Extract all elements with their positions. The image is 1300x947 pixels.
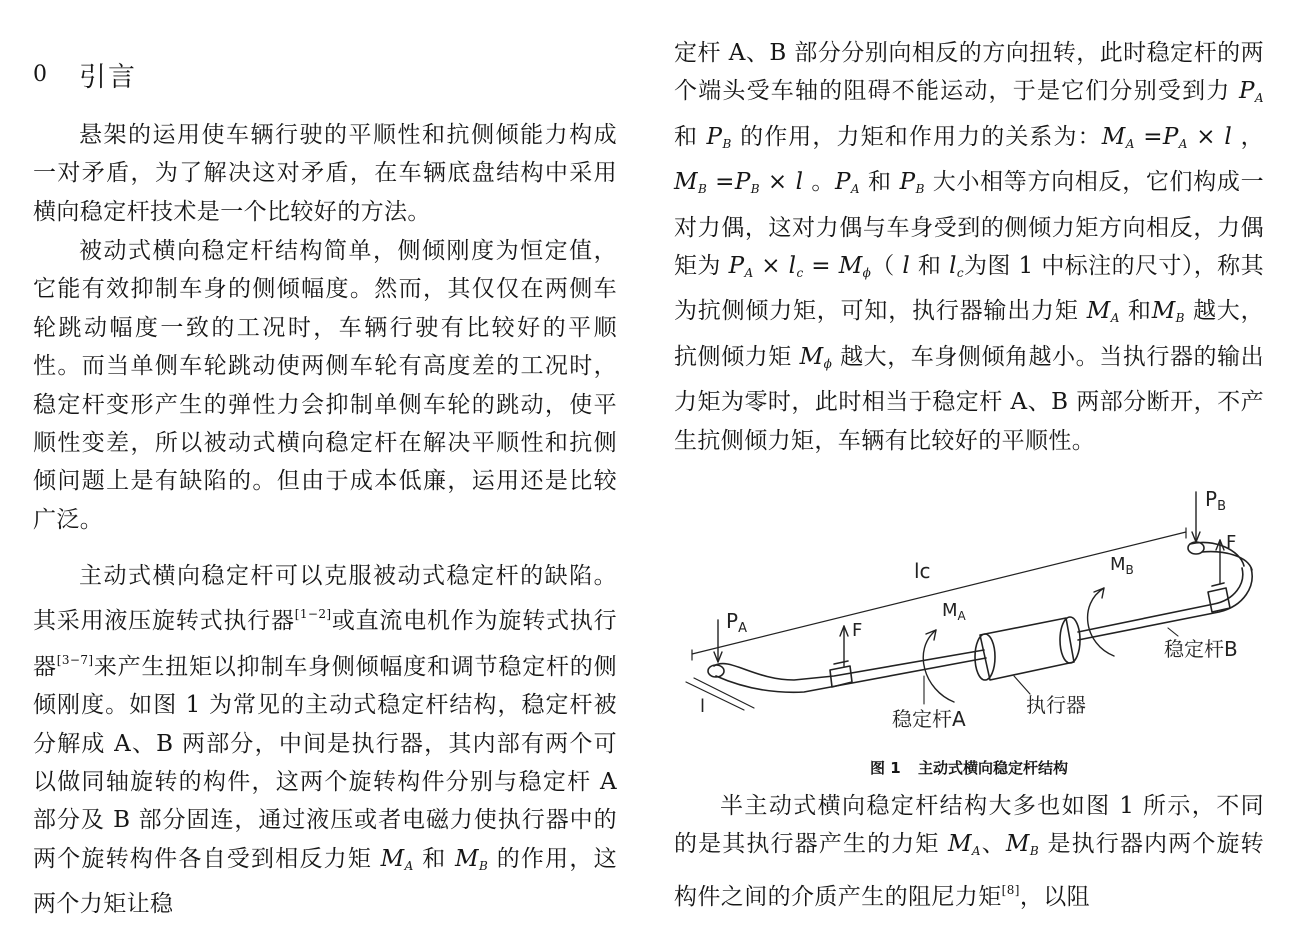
torque-arc-ma xyxy=(923,630,954,702)
paragraph-semi-active: 半主动式横向稳定杆结构大多也如图 1 所示，不同的是其执行器产生的力矩 $M_A$、$M_B$ 是执行器内两个旋转构件之间的介质产生的阻尼力矩[8]，以阻 xyxy=(674,793,1264,910)
paragraph-passive-bar: 被动式横向稳定杆结构简单，侧倾刚度为恒定值，它能有效抑制车身的侧倾幅度。然而，其仅仅在两侧车轮跳动幅度一致的工况时，车辆行驶有比较好的平顺性。而当单侧车轮跳动使两侧车轮有高度差的工况时，稳定杆变形产生的弹性力会抑制单侧车轮的跳动，使平顺性变差，所以被动式横向稳定杆在解决平顺性和抗侧倾问题上是有缺陷的。但由于成本低廉，运用还是比较广泛。 xyxy=(33,238,617,533)
label-mb: $M_B$ xyxy=(1110,554,1134,577)
section-heading xyxy=(33,54,137,94)
label-f-left: F xyxy=(852,620,863,641)
math-lc: $l_c$ xyxy=(949,253,964,281)
label-pa: $P_A$ xyxy=(726,609,747,636)
citation-ref: [3−7] xyxy=(56,652,94,667)
paragraph-torque-relation: 定杆 A、B 部分分别向相反的方向扭转，此时稳定杆的两个端头受车轴的阻碍不能运动，于是它们分别受到力 $P_A$ 和 $P_B$ 的作用，力矩和作用力的关系为：$M_A =P_A \times l$ ，$M_B =P_B \times l$ 。$P_A$ 和 $P_B$ 大小相等方向相反，它们构成一对力偶，这对力偶与车身受到的侧倾力矩方向相反，力偶矩为 $P_A \times l_c = M_\phi$（ l 和 $l_c$为图 1 中标注的尺寸），称其为抗侧倾力矩，可知，执行器输出力矩 $M_A$ 和$M_B$ 越大，抗侧倾力矩 $M_\phi$ 越大，车身侧倾角越小。当执行器的输出力矩为零时，此时相当于稳定杆 A、B 两部分断开，不产生抗侧倾力矩，车辆有比较好的平顺性。 xyxy=(674,40,1264,454)
math-mb: $M_B$ xyxy=(1005,831,1040,859)
math-pa: $P_A$ xyxy=(1239,78,1264,106)
paragraph-intro: 悬架的运用使车辆行驶的平顺性和抗侧倾能力构成一对矛盾，为了解决这对矛盾，在车辆底盘结构中采用横向稳定杆技术是一个比较好的方法。 xyxy=(33,122,617,225)
figure-caption xyxy=(674,757,1264,778)
bar-a-outline-top xyxy=(714,650,984,680)
label-actuator: 执行器 xyxy=(1026,693,1086,717)
citation-ref: [8] xyxy=(1001,882,1020,897)
math-mb: $M_B$ xyxy=(1151,298,1185,326)
dimension-l xyxy=(686,682,744,710)
equation-couple: $P_A \times l_c = M_\phi$ xyxy=(728,253,872,281)
stabilizer-drawing xyxy=(674,480,1264,750)
math-mphi: $M_\phi$ xyxy=(799,343,833,371)
math-pb: $P_B$ xyxy=(899,169,925,197)
label-bar-b: 稳定杆B xyxy=(1164,637,1238,661)
label-lc: lc xyxy=(914,559,931,583)
bar-b-outline-top xyxy=(1078,568,1243,632)
dimension-lc xyxy=(692,532,1186,654)
bushing-b xyxy=(1208,583,1230,612)
label-ma: $M_A$ xyxy=(942,600,966,623)
label-bar-a: 稳定杆A xyxy=(892,707,966,731)
bar-b-upper-curve xyxy=(1190,542,1252,570)
math-ma: $M_A$ xyxy=(947,831,981,859)
math-mb: $M_B$ xyxy=(455,845,489,873)
paragraph-active-bar: 主动式横向稳定杆可以克服被动式稳定杆的缺陷。其采用液压旋转式执行器[1−2]或直流电机作为旋转式执行器[3−7]来产生扭矩以抑制车身侧倾幅度和调节稳定杆的侧倾刚度。如图 1 为常见的主动式稳定杆结构，稳定杆被分解成 A、B 两部分，中间是执行器，其内部有两个可以做同轴旋转的构件，这两个旋转构件分别与稳定杆 A 部分及 B 部分固连，通过液压或者电磁力使执行器中的两个旋转构件各自受到相反力矩 $M_A$ 和 $M_B$ 的作用，这两个力矩让稳 xyxy=(33,563,617,918)
math-pb: $P_B$ xyxy=(706,123,732,151)
equation-mb: $M_B =P_B \times l$ xyxy=(674,169,804,197)
math-ma: $M_A$ xyxy=(1086,298,1120,326)
math-l: l xyxy=(902,253,911,280)
citation-ref: [1−2] xyxy=(294,607,332,622)
leader-bar-b xyxy=(1168,628,1178,636)
torque-arc-mb xyxy=(1088,588,1114,656)
figure-active-stabilizer xyxy=(674,480,1264,750)
label-f-right: F xyxy=(1226,532,1237,553)
math-ma: $M_A$ xyxy=(380,845,414,873)
section-number: 0 xyxy=(33,61,47,87)
label-l: l xyxy=(700,696,706,717)
bar-a-end-eye xyxy=(708,665,724,677)
figure-title: 主动式横向稳定杆结构 xyxy=(917,759,1068,777)
math-pa: $P_A$ xyxy=(835,169,860,197)
bar-b-outline-bottom xyxy=(1078,568,1252,640)
section-title: 引言 xyxy=(79,61,137,93)
label-pb: $P_B$ xyxy=(1205,487,1226,514)
leader-actuator xyxy=(1014,676,1030,694)
equation-ma: $M_A =P_A \times l$ xyxy=(1101,123,1233,151)
figure-number: 图 1 xyxy=(870,759,901,777)
